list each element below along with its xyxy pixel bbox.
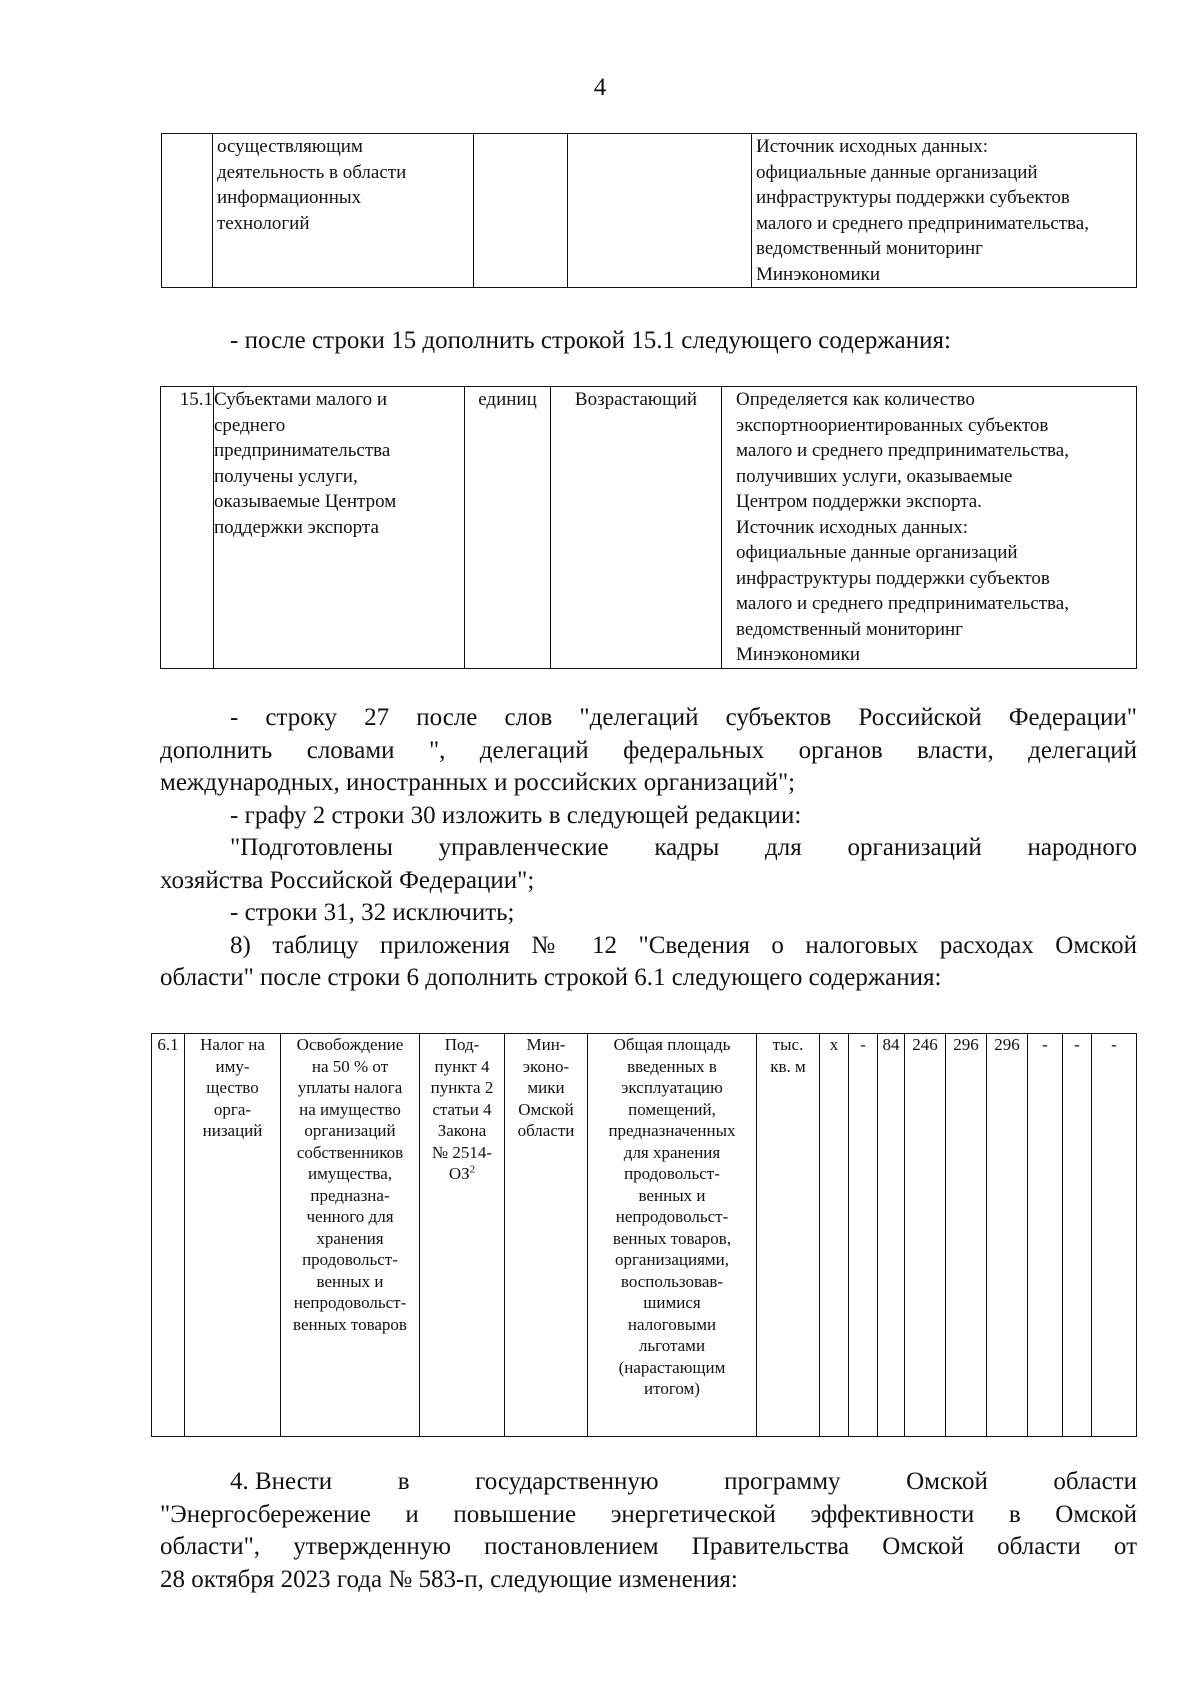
paragraph-line: области", утвержденную постановлением Правительства Омской области от: [160, 1533, 1137, 1560]
law-text: Под- пункт 4 пункта 2 статьи 4 Закона № 2514- ОЗ: [430, 1035, 494, 1183]
word: программу: [724, 1468, 841, 1495]
paragraph-line: 8) таблицу приложения № 12 "Сведения о налоговых расходах Омской: [230, 931, 1137, 959]
paragraph-line: - строку 27 после слов "делегаций субъектов Российской Федерации": [230, 704, 1137, 731]
word: государственную: [475, 1468, 659, 1495]
paragraph-row-27: [160, 702, 1137, 995]
row-number-cell: 6.1: [152, 1034, 185, 1437]
paragraph-line: - графу 2 строки 30 изложить в следующей редакции:: [230, 801, 802, 829]
value-cell: -: [1063, 1034, 1092, 1437]
exemption-cell: Освобождение на 50 % от уплаты налога на имущество организаций собственников имущества, предназна- ченного для хранения продовольст- венных и непродовольст- венных товаров: [281, 1034, 420, 1437]
trend-cell: Возрастающий: [551, 387, 722, 669]
tax-expenditures-table-row-6-1: [151, 1033, 1137, 1437]
value-cell: -: [849, 1034, 878, 1437]
description-cell: Источник исходных данных: официальные данные организаций инфраструктуры поддержки субъектов малого и среднего предпринимательства, ведомственный мониторинг Минэкономики: [752, 134, 1137, 288]
value-cell: 246: [905, 1034, 946, 1437]
word: 4. Внести: [230, 1468, 333, 1495]
paragraph-line: 28 октября 2023 года № 583-п, следующие изменения:: [160, 1565, 738, 1593]
tax-cell: Налог на иму- щество орга- низаций: [185, 1034, 281, 1437]
row-number-cell: 15.1: [161, 387, 214, 669]
paragraph-line: "Подготовлены управленческие кадры для организаций народного: [230, 834, 1137, 861]
value-cell: 84: [878, 1034, 905, 1437]
paragraph-line: - строки 31, 32 исключить;: [230, 899, 515, 926]
indicator-name-cell: Субъектами малого и среднего предпринимательства получены услуги, оказываемые Центром поддержки экспорта: [214, 387, 465, 669]
indicator-cell: Общая площадь введенных в эксплуатацию помещений, предназначенных для хранения продовольст- венных и непродовольст- венных товаров, организациями, воспользовав- шимися налоговыми льготами (нарастающим итогом): [588, 1034, 757, 1437]
word: Омской: [906, 1468, 988, 1495]
description-cell: Определяется как количество экспортноориентированных субъектов малого и среднего предпринимательства, получивших услуги, оказываемые Центром поддержки экспорта. Источник исходных данных: официальные данные организаций инфраструктуры поддержки субъектов малого и среднего предпринимательства, ведомственный мониторинг Минэкономики: [722, 387, 1137, 669]
value-cell: 296: [946, 1034, 987, 1437]
paragraph-line: международных, иностранных и российских организаций";: [160, 769, 796, 796]
word: в: [397, 1468, 410, 1495]
value-cell: -: [1028, 1034, 1063, 1437]
paragraph-insert-15-1: [160, 325, 1137, 358]
unit-cell: тыс. кв. м: [757, 1034, 820, 1437]
ministry-cell: Мин- эконо- мики Омской области: [505, 1034, 588, 1437]
row-number-cell: [162, 134, 213, 288]
paragraph-line: - после строки 15 дополнить строкой 15.1 следующего содержания:: [230, 327, 951, 354]
unit-cell: единиц: [465, 387, 551, 669]
value-cell: 296: [987, 1034, 1028, 1437]
paragraph-line: области" после строки 6 дополнить строкой 6.1 следующего содержания:: [160, 964, 942, 991]
paragraph-line: [160, 1466, 1137, 1499]
paragraph-line: "Энергосбережение и повышение энергетической эффективности в Омской: [160, 1500, 1137, 1528]
unit-cell: [474, 134, 568, 288]
page-number: 4: [593, 74, 607, 101]
word: области: [1053, 1468, 1137, 1495]
paragraph-line: дополнить словами ", делегаций федеральных органов власти, делегаций: [160, 736, 1137, 764]
table-row: [152, 1034, 1137, 1437]
trend-cell: [568, 134, 752, 288]
table-row: [162, 134, 1137, 288]
value-cell: -: [1092, 1034, 1137, 1437]
law-cell: [420, 1034, 505, 1437]
law-footnote-mark: 2: [469, 1163, 476, 1176]
paragraph-item-4: [160, 1466, 1137, 1596]
indicators-table-continuation: [161, 133, 1137, 288]
indicator-name-cell: осуществляющим деятельность в области информационных технологий: [213, 134, 474, 288]
paragraph-line: хозяйства Российской Федерации";: [160, 866, 535, 894]
indicators-table-row-15-1: [160, 386, 1137, 669]
value-cell: х: [820, 1034, 849, 1437]
table-row: [161, 387, 1137, 669]
